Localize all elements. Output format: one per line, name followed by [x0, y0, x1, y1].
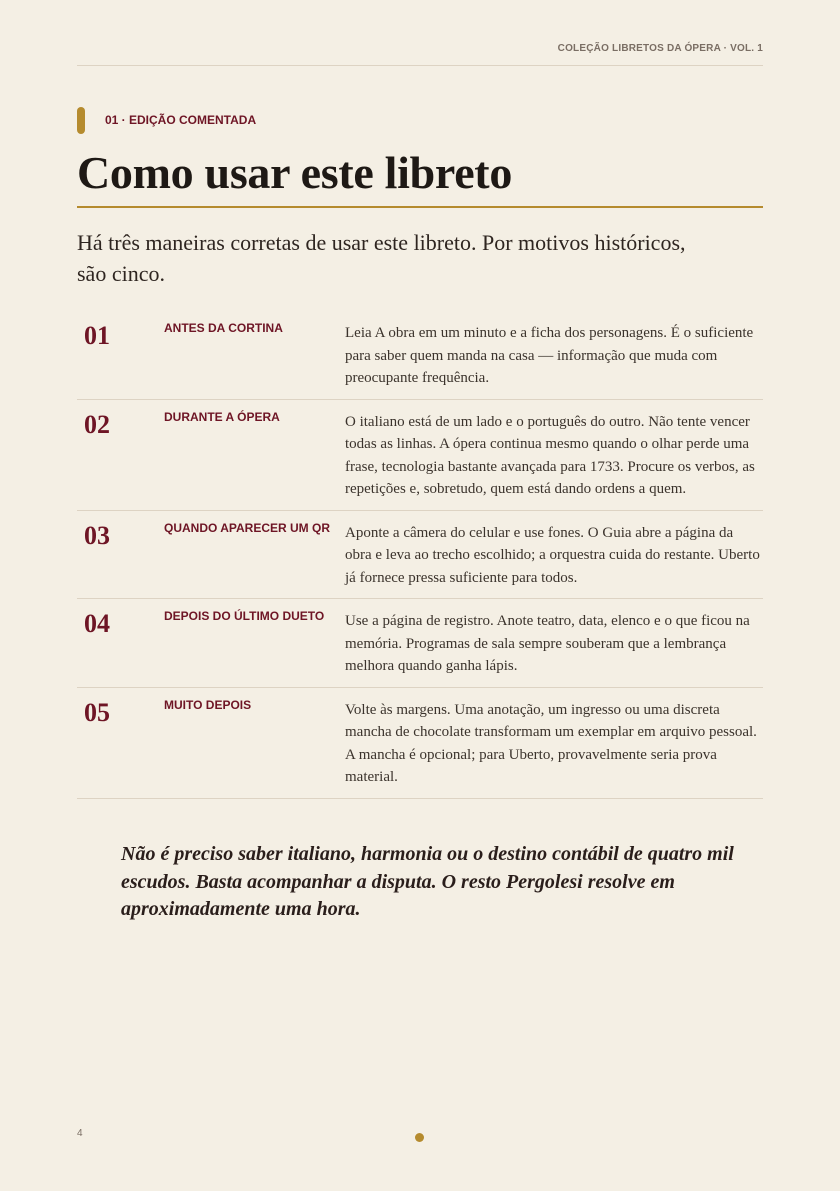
step-item	[77, 400, 763, 511]
step-text: Leia A obra em um minuto e a ficha dos personagens. É o suficiente para saber quem manda na casa — informação que muda com preocupante frequência.	[345, 325, 754, 386]
step-text: Volte às margens. Uma anotação, um ingresso ou uma discreta mancha de chocolate transformam um exemplar em arquivo pessoal. A mancha é opcional; para Uberto, provavelmente seria prova material.	[345, 701, 757, 785]
steps-list	[77, 311, 763, 799]
page-number: 4	[77, 1128, 83, 1139]
running-header: COLEÇÃO LIBRETOS DA ÓPERA · VOL. 1	[557, 43, 763, 54]
footer-dot-ornament	[415, 1133, 424, 1142]
step-text: Aponte a câmera do celular e use fones. O Guia abre a página da obra e leva ao trecho escolhido; a orquestra cuida do restante. Uberto já fornece pressa suficiente para todos.	[345, 524, 760, 586]
closing-quote: Não é preciso saber italiano, harmonia ou o destino contábil de quatro mil escudos. Basta acompanhar a disputa. O resto Pergolesi resolve em aproximadamente uma hora.	[121, 843, 734, 920]
step-label: MUITO DEPOIS	[164, 697, 252, 712]
step-item	[77, 311, 763, 400]
step-label: DEPOIS DO ÚLTIMO DUETO	[164, 609, 325, 623]
kicker-accent-bar	[77, 107, 85, 134]
step-number: 02	[84, 409, 110, 439]
step-number: 05	[84, 697, 110, 727]
step-item	[77, 599, 763, 688]
step-text: O italiano está de um lado e o português do outro. Não tente vencer todas as linhas. A ópera continua mesmo quando o olhar perde uma frase, tecnologia bastante avançada para 1733. Procure os verbos, as repetições e, sobretudo, quem está dando ordens a quem.	[345, 413, 755, 497]
step-number: 03	[84, 520, 110, 550]
header-divider	[77, 65, 763, 66]
lede-paragraph: Há três maneiras corretas de usar este libreto. Por motivos históricos, são cinco.	[77, 230, 686, 286]
step-number: 04	[84, 609, 110, 638]
step-label: QUANDO APARECER UM QR	[164, 520, 331, 535]
title-divider	[77, 206, 763, 208]
step-item	[77, 688, 763, 799]
step-item	[77, 511, 763, 600]
step-text: Use a página de registro. Anote teatro, data, elenco e o que ficou na memória. Programas de sala sempre souberam que a lembrança melhora quando ganha lápis.	[345, 613, 750, 674]
page-title: Como usar este libreto	[77, 147, 513, 198]
step-label: DURANTE A ÓPERA	[164, 409, 280, 424]
step-label: ANTES DA CORTINA	[164, 321, 283, 335]
section-kicker: 01 · EDIÇÃO COMENTADA	[105, 113, 257, 127]
step-number: 01	[84, 321, 110, 350]
